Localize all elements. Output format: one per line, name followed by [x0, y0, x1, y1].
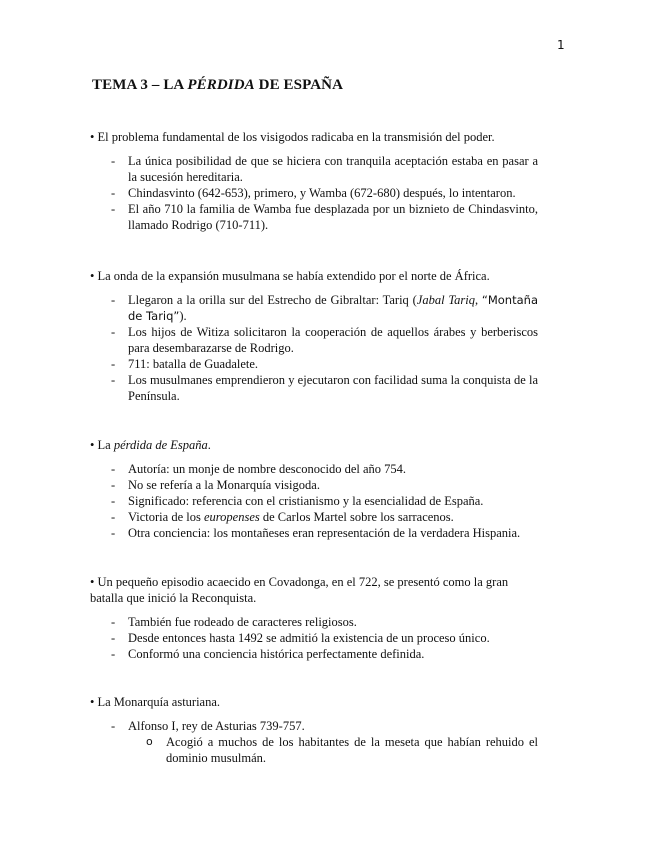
list-item: - Conformó una conciencia histórica perfectamente definida. [90, 646, 538, 662]
section-heading: • La Monarquía asturiana. [90, 695, 221, 709]
list-item: - El año 710 la familia de Wamba fue desplazada por un biznieto de Chindasvinto, llamado Rodrigo (710-711). [90, 201, 538, 233]
sub-list-item: o Acogió a muchos de los habitantes de la meseta que habían rehuido el dominio musulmán. [128, 734, 538, 766]
section-heading: • La onda de la expansión musulmana se había extendido por el norte de África. [90, 269, 490, 283]
list-item: - Desde entonces hasta 1492 se admitió la existencia de un proceso único. [90, 630, 538, 646]
section-heading [90, 437, 538, 453]
list-item: - También fue rodeado de caracteres religiosos. [90, 614, 538, 630]
text-run: • La [90, 438, 114, 452]
list-item: - Autoría: un monje de nombre desconocido del año 754. [90, 461, 538, 477]
text-run: . [207, 438, 211, 452]
list-item: - Otra conciencia: los montañeses eran representación de la verdadera Hispania. [90, 525, 538, 541]
text-run: , [474, 293, 482, 307]
section-heading: • Un pequeño episodio acaecido en Covadonga, en el 722, se presentó como la gran batalla que inició la Reconquista. [90, 575, 509, 605]
text-run: de Carlos Martel sobre los sarracenos. [259, 510, 454, 524]
dash-list [90, 461, 538, 541]
text-run: ). [179, 309, 187, 323]
list-item [90, 718, 538, 766]
text-run: Victoria de los [128, 510, 204, 524]
section-heading: • El problema fundamental de los visigodos radicaba en la transmisión del poder. [90, 130, 495, 144]
list-item: - Significado: referencia con el cristianismo y la esencialidad de España. [90, 493, 538, 509]
text-italic: europenses [203, 510, 260, 524]
page-number: 1 [557, 38, 565, 52]
text-italic: Jabal Tariq [416, 293, 475, 307]
list-item: - 711: batalla de Guadalete. [90, 356, 538, 372]
list-item: - Los musulmanes emprendieron y ejecutaron con facilidad suma la conquista de la Península. [90, 372, 538, 404]
section-visigodos [90, 129, 538, 233]
sub-list [128, 734, 538, 766]
dash-list [90, 292, 538, 404]
list-item: - No se refería a la Monarquía visigoda. [90, 477, 538, 493]
section-covadonga [90, 574, 538, 662]
text-quote: “Montaña de Tariq” [128, 293, 538, 323]
section-monarquia-asturiana [90, 694, 538, 766]
dash-list [90, 718, 538, 766]
text-run: Alfonso I, rey de Asturias 739-757. [128, 719, 305, 733]
title-prefix: TEMA 3 – LA [92, 77, 188, 93]
list-item: - Los hijos de Witiza solicitaron la cooperación de aquellos árabes y berberiscos para desembarazarse de Rodrigo. [90, 324, 538, 356]
title-emphasis: PÉRDIDA [187, 77, 255, 93]
list-item [90, 292, 538, 324]
list-item [90, 509, 538, 525]
dash-list [90, 614, 538, 662]
section-expansion-musulmana [90, 268, 538, 404]
text-run: Llegaron a la orilla sur del Estrecho de Gibraltar: Tariq ( [128, 293, 417, 307]
title-suffix: DE ESPAÑA [254, 77, 344, 93]
text-italic: pérdida de España [113, 438, 208, 452]
list-item: - La única posibilidad de que se hiciera con tranquila aceptación estaba en pasar a la sucesión hereditaria. [90, 153, 538, 185]
page-title [92, 77, 343, 94]
dash-list [90, 153, 538, 233]
list-item: - Chindasvinto (642-653), primero, y Wamba (672-680) después, lo intentaron. [90, 185, 538, 201]
section-perdida [90, 437, 538, 541]
